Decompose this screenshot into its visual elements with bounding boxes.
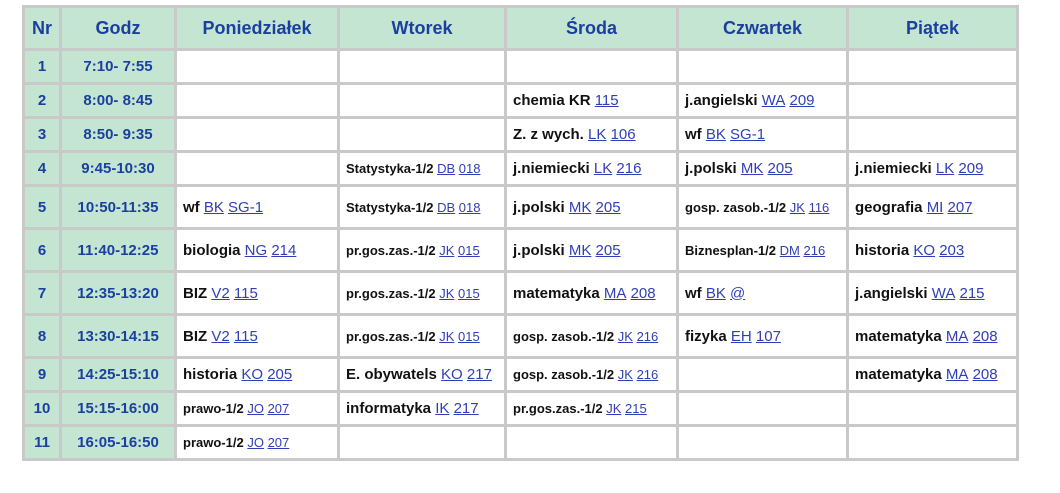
lesson-number: 5 [25, 187, 59, 227]
lesson-cell-monday [177, 273, 337, 313]
table-row [25, 85, 1016, 116]
timetable-link[interactable]: MK [568, 241, 592, 259]
lesson-cell-friday [849, 316, 1016, 356]
header-wednesday: Środa [507, 8, 676, 48]
lesson-cell-tuesday [340, 51, 504, 82]
subject-name: j.angielski [685, 92, 758, 109]
timetable-link[interactable]: JK [789, 199, 805, 215]
timetable-link[interactable]: 208 [630, 284, 656, 302]
lesson-time: 13:30-14:15 [62, 316, 174, 356]
lesson-time: 9:45-10:30 [62, 153, 174, 184]
timetable-link[interactable]: 106 [610, 126, 636, 143]
lesson-number: 4 [25, 153, 59, 184]
subject-name: Statystyka-1/2 [346, 161, 434, 176]
timetable-link[interactable]: LK [593, 160, 613, 177]
header-godz: Godz [62, 8, 174, 48]
timetable-link[interactable]: V2 [211, 327, 230, 345]
timetable-link[interactable]: MK [568, 198, 592, 216]
timetable-body [25, 51, 1016, 458]
timetable-link[interactable]: 015 [458, 285, 480, 301]
subject-name: historia [183, 366, 238, 383]
lesson-cell-thursday [679, 230, 846, 270]
lesson-cell-friday [849, 187, 1016, 227]
table-row [25, 427, 1016, 458]
subject-name: prawo-1/2 [183, 401, 244, 416]
table-row [25, 51, 1016, 82]
timetable-link[interactable]: SG-1 [228, 198, 264, 216]
timetable-link[interactable]: KO [441, 366, 463, 383]
table-row [25, 187, 1016, 227]
timetable-link[interactable]: MI [926, 198, 944, 216]
timetable-link[interactable]: DB [437, 199, 456, 215]
lesson-number: 9 [25, 359, 59, 390]
table-row [25, 359, 1016, 390]
subject-name: informatyka [346, 400, 432, 417]
lesson-time: 12:35-13:20 [62, 273, 174, 313]
timetable-link[interactable]: 207 [267, 401, 290, 416]
lesson-number: 8 [25, 316, 59, 356]
lesson-cell-friday [849, 427, 1016, 458]
subject-name: Biznesplan-1/2 [685, 242, 777, 258]
lesson-cell-wednesday [507, 359, 676, 390]
timetable-link[interactable]: 216 [616, 160, 642, 177]
lesson-cell-friday [849, 51, 1016, 82]
header-monday: Poniedziałek [177, 8, 337, 48]
subject-name: j.polski [513, 198, 565, 216]
lesson-number: 11 [25, 427, 59, 458]
timetable-link[interactable]: JK [439, 242, 455, 258]
subject-name: geografia [855, 198, 923, 216]
subject-name: gosp. zasob.-1/2 [685, 199, 787, 215]
subject-name: wf [685, 284, 702, 302]
timetable-link[interactable]: EH [730, 327, 752, 345]
lesson-cell-wednesday [507, 273, 676, 313]
lesson-time: 7:10- 7:55 [62, 51, 174, 82]
table-row [25, 316, 1016, 356]
lesson-cell-wednesday [507, 427, 676, 458]
lesson-cell-tuesday [340, 427, 504, 458]
subject-name: BIZ [183, 327, 208, 345]
lesson-cell-thursday [679, 393, 846, 424]
lesson-number: 2 [25, 85, 59, 116]
lesson-cell-monday [177, 316, 337, 356]
lesson-cell-monday [177, 51, 337, 82]
header-row [25, 8, 1016, 48]
timetable [22, 5, 1019, 461]
lesson-cell-tuesday [340, 153, 504, 184]
table-row [25, 119, 1016, 150]
lesson-cell-friday [849, 393, 1016, 424]
lesson-cell-monday [177, 427, 337, 458]
timetable-link[interactable]: MA [603, 284, 627, 302]
table-row [25, 153, 1016, 184]
timetable-link[interactable]: KO [241, 366, 264, 383]
subject-name: fizyka [685, 327, 727, 345]
subject-name: wf [685, 126, 702, 143]
subject-name: pr.gos.zas.-1/2 [513, 401, 603, 416]
timetable-link[interactable]: JO [247, 435, 264, 450]
subject-name: pr.gos.zas.-1/2 [346, 285, 436, 301]
lesson-cell-monday [177, 119, 337, 150]
timetable-link[interactable]: JK [617, 367, 633, 382]
subject-name: j.niemiecki [855, 160, 932, 177]
timetable-link[interactable]: DB [437, 161, 456, 176]
timetable-link[interactable]: 208 [972, 366, 998, 383]
lesson-time: 16:05-16:50 [62, 427, 174, 458]
lesson-time: 15:15-16:00 [62, 393, 174, 424]
timetable-link[interactable]: MA [945, 327, 969, 345]
lesson-cell-wednesday [507, 230, 676, 270]
timetable-link[interactable]: JK [439, 328, 455, 344]
lesson-cell-tuesday [340, 85, 504, 116]
lesson-cell-wednesday [507, 153, 676, 184]
subject-name: j.polski [685, 160, 737, 177]
lesson-cell-thursday [679, 273, 846, 313]
lesson-cell-thursday [679, 316, 846, 356]
lesson-cell-tuesday [340, 119, 504, 150]
lesson-cell-tuesday [340, 187, 504, 227]
timetable-link[interactable]: 203 [939, 241, 965, 259]
timetable-link[interactable]: 015 [458, 242, 480, 258]
lesson-cell-friday [849, 273, 1016, 313]
lesson-number: 7 [25, 273, 59, 313]
subject-name: pr.gos.zas.-1/2 [346, 242, 436, 258]
timetable-link[interactable]: 018 [458, 199, 481, 215]
timetable-link[interactable]: MK [740, 160, 764, 177]
lesson-cell-monday [177, 393, 337, 424]
timetable-link[interactable]: 209 [958, 160, 984, 177]
subject-name: j.polski [513, 241, 565, 259]
lesson-time: 8:50- 9:35 [62, 119, 174, 150]
timetable-link[interactable]: 209 [789, 92, 815, 109]
lesson-cell-thursday [679, 427, 846, 458]
lesson-cell-wednesday [507, 85, 676, 116]
timetable-link[interactable]: 116 [808, 199, 830, 215]
lesson-cell-monday [177, 187, 337, 227]
lesson-cell-wednesday [507, 187, 676, 227]
timetable-link[interactable]: 217 [453, 400, 479, 417]
timetable-container [22, 5, 1019, 461]
lesson-cell-monday [177, 230, 337, 270]
timetable-link[interactable]: 107 [755, 327, 781, 345]
timetable-link[interactable]: V2 [211, 284, 230, 302]
lesson-cell-thursday [679, 51, 846, 82]
subject-name: historia [855, 241, 910, 259]
timetable-link[interactable]: WA [931, 284, 956, 302]
lesson-number: 1 [25, 51, 59, 82]
lesson-time: 11:40-12:25 [62, 230, 174, 270]
timetable-link[interactable]: JK [439, 285, 455, 301]
lesson-cell-monday [177, 153, 337, 184]
subject-name: BIZ [183, 284, 208, 302]
timetable-link[interactable]: 205 [767, 160, 793, 177]
lesson-cell-wednesday [507, 316, 676, 356]
table-row [25, 230, 1016, 270]
lesson-cell-tuesday [340, 393, 504, 424]
timetable-link[interactable]: 217 [466, 366, 492, 383]
timetable-link[interactable]: IK [435, 400, 450, 417]
lesson-cell-thursday [679, 187, 846, 227]
lesson-cell-tuesday [340, 316, 504, 356]
subject-name: pr.gos.zas.-1/2 [346, 328, 436, 344]
lesson-cell-thursday [679, 359, 846, 390]
subject-name: E. obywatels [346, 366, 437, 383]
timetable-link[interactable]: 205 [267, 366, 293, 383]
lesson-cell-friday [849, 85, 1016, 116]
subject-name: matematyka [855, 327, 942, 345]
lesson-cell-tuesday [340, 230, 504, 270]
timetable-link[interactable]: 115 [233, 284, 258, 302]
subject-name: j.niemiecki [513, 160, 590, 177]
timetable-link[interactable]: 214 [271, 241, 297, 259]
timetable-link[interactable]: 216 [636, 367, 659, 382]
lesson-number: 10 [25, 393, 59, 424]
subject-name: j.angielski [855, 284, 928, 302]
timetable-link[interactable]: 207 [267, 435, 290, 450]
subject-name: wf [183, 198, 200, 216]
timetable-link[interactable]: 216 [636, 328, 659, 344]
table-row [25, 393, 1016, 424]
lesson-time: 14:25-15:10 [62, 359, 174, 390]
subject-name: prawo-1/2 [183, 435, 244, 450]
lesson-cell-wednesday [507, 393, 676, 424]
subject-name: chemia KR [513, 92, 591, 109]
timetable-link[interactable]: LK [588, 126, 607, 143]
lesson-cell-tuesday [340, 359, 504, 390]
timetable-link[interactable]: LK [935, 160, 955, 177]
subject-name: matematyka [855, 366, 942, 383]
subject-name: Statystyka-1/2 [346, 199, 434, 215]
table-row [25, 273, 1016, 313]
timetable-link[interactable]: @ [730, 284, 746, 302]
timetable-link[interactable]: 115 [233, 327, 258, 345]
lesson-number: 6 [25, 230, 59, 270]
header-tuesday: Wtorek [340, 8, 504, 48]
timetable-link[interactable]: 015 [458, 328, 480, 344]
lesson-cell-friday [849, 153, 1016, 184]
timetable-link[interactable]: JK [617, 328, 633, 344]
lesson-number: 3 [25, 119, 59, 150]
timetable-link[interactable]: DM [779, 242, 800, 258]
lesson-cell-thursday [679, 119, 846, 150]
timetable-link[interactable]: 215 [625, 401, 647, 416]
timetable-link[interactable]: KO [913, 241, 936, 259]
lesson-cell-monday [177, 85, 337, 116]
lesson-cell-tuesday [340, 273, 504, 313]
lesson-time: 8:00- 8:45 [62, 85, 174, 116]
subject-name: Z. z wych. [513, 126, 584, 143]
lesson-cell-thursday [679, 153, 846, 184]
lesson-cell-friday [849, 119, 1016, 150]
subject-name: matematyka [513, 284, 600, 302]
timetable-link[interactable]: 018 [458, 161, 481, 176]
timetable-link[interactable]: JO [247, 401, 264, 416]
timetable-link[interactable]: 215 [959, 284, 985, 302]
lesson-cell-friday [849, 230, 1016, 270]
subject-name: gosp. zasob.-1/2 [513, 367, 615, 382]
timetable-link[interactable]: BK [705, 284, 726, 302]
lesson-cell-wednesday [507, 119, 676, 150]
timetable-link[interactable]: 205 [595, 241, 621, 259]
timetable-link[interactable]: BK [203, 198, 224, 216]
timetable-link[interactable]: MA [945, 366, 969, 383]
timetable-link[interactable]: 205 [595, 198, 621, 216]
lesson-cell-thursday [679, 85, 846, 116]
header-friday: Piątek [849, 8, 1016, 48]
lesson-cell-friday [849, 359, 1016, 390]
timetable-link[interactable]: 207 [947, 198, 973, 216]
lesson-time: 10:50-11:35 [62, 187, 174, 227]
subject-name: gosp. zasob.-1/2 [513, 328, 615, 344]
timetable-link[interactable]: SG-1 [730, 126, 766, 143]
subject-name: biologia [183, 241, 241, 259]
header-thursday: Czwartek [679, 8, 846, 48]
timetable-link[interactable]: WA [761, 92, 786, 109]
timetable-link[interactable]: 115 [594, 92, 619, 109]
lesson-cell-wednesday [507, 51, 676, 82]
timetable-link[interactable]: 216 [803, 242, 826, 258]
lesson-cell-monday [177, 359, 337, 390]
timetable-link[interactable]: 208 [972, 327, 998, 345]
header-nr: Nr [25, 8, 59, 48]
timetable-link[interactable]: JK [606, 401, 622, 416]
timetable-link[interactable]: NG [244, 241, 268, 259]
timetable-link[interactable]: BK [705, 126, 726, 143]
